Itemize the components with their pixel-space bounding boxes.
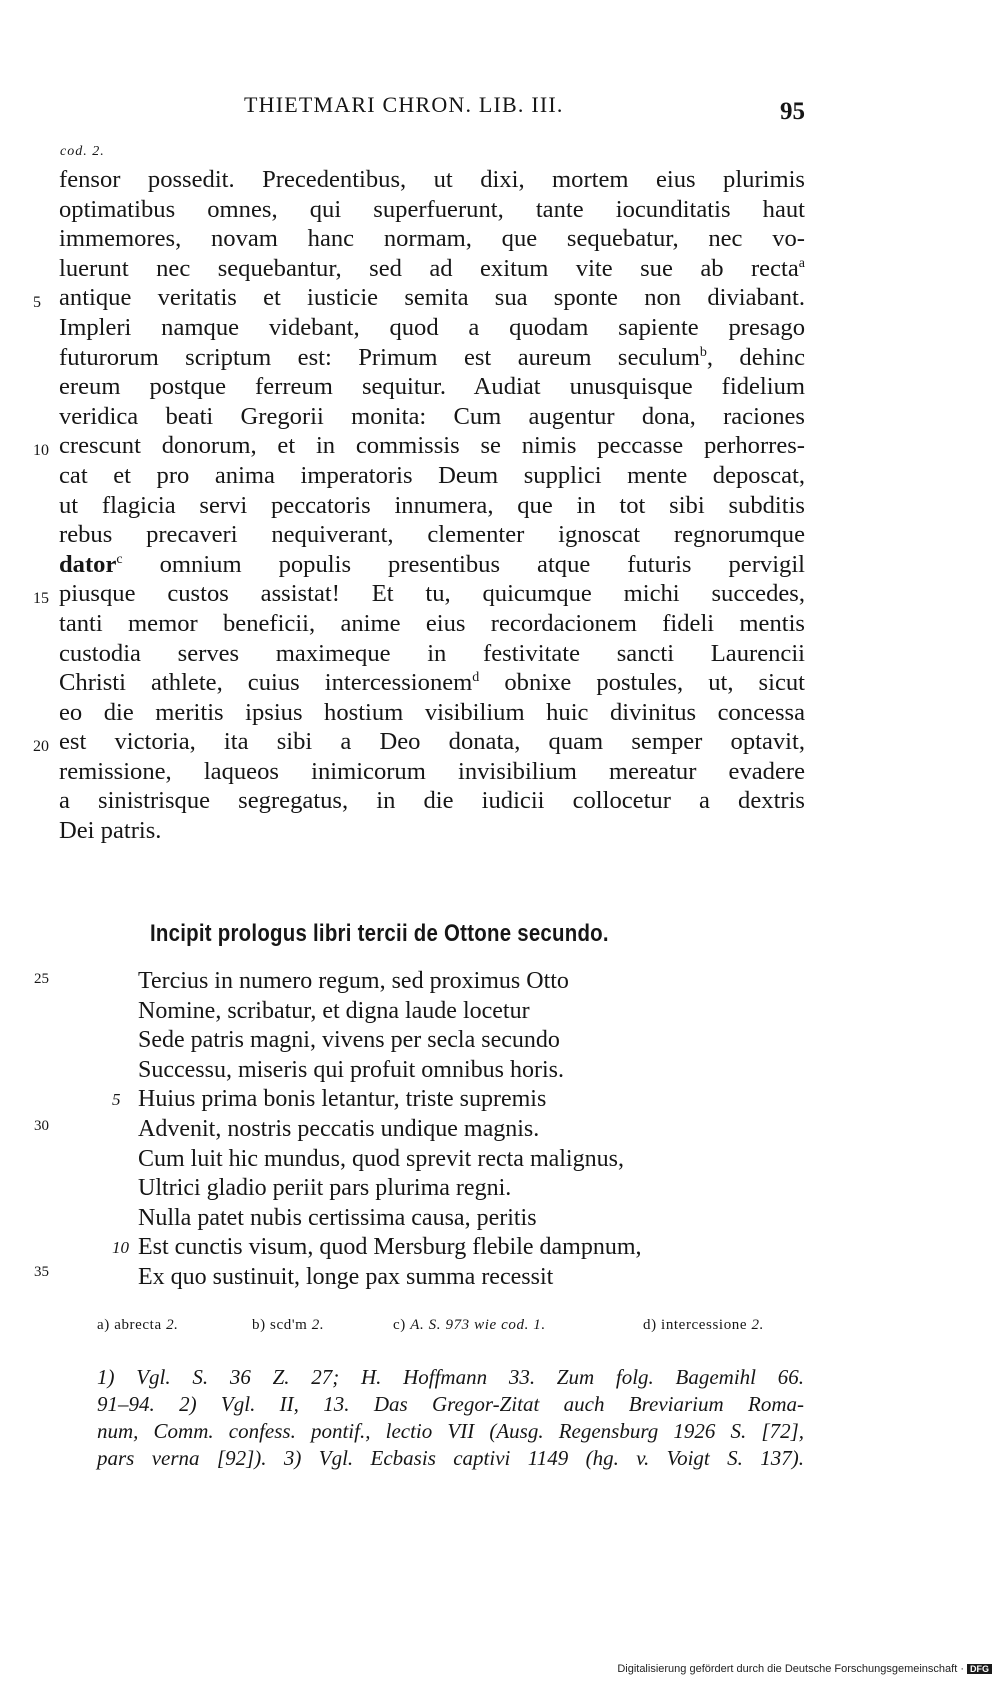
line-number: 5 [33, 294, 41, 311]
prose-line: optimatibus omnes, qui superfuerunt, tante iocunditatis haut [59, 195, 805, 223]
prose-line: rebus precaveri nequiverant, clementer ignoscat regnorumque [59, 521, 805, 549]
prose-line [59, 668, 805, 698]
prose-line: Dei patris. [59, 817, 162, 845]
prose-line: remissione, laqueos inimicorum invisibilium mereatur evadere [59, 757, 805, 785]
prose-line [59, 254, 805, 284]
verse-line: Huius prima bonis letantur, triste supremis [138, 1086, 547, 1113]
prose-line: ereum postque ferreum sequitur. Audiat unusquisque fidelium [59, 373, 805, 401]
footnotes [97, 1364, 804, 1472]
prose-line: antique veritatis et iusticie semita sua sponte non diviabant. [59, 284, 805, 312]
prose-line-text: luerunt nec sequebantur, sed ad exitum vite sue ab recta [59, 254, 799, 282]
verse-line: Successu, miseris qui profuit omnibus horis. [138, 1056, 564, 1083]
apparatus-note-b: b) scd'm 2. [252, 1317, 325, 1333]
prose-line: ut flagicia servi peccatoris innumera, que in tot sibi subditis [59, 491, 805, 519]
prose-line [59, 343, 805, 373]
line-number: 10 [33, 442, 49, 459]
verse-line: Cum luit hic mundus, quod sprevit recta malignus, [138, 1145, 624, 1172]
verse-line: Est cunctis visum, quod Mersburg flebile dampnum, [138, 1234, 642, 1261]
verse-line: Ultrici gladio periit pars plurima regni. [138, 1175, 512, 1202]
prologue-heading: Incipit prologus libri tercii de Ottone secundo. [150, 920, 609, 947]
prose-line: piusque custos assistat! Et tu, quicumque michi succedes, [59, 580, 805, 608]
footnote-line: pars verna [92]). 3) Vgl. Ecbasis captivi 1149 (hg. v. Voigt S. 137). [97, 1446, 804, 1470]
line-number: 15 [33, 590, 49, 607]
prose-line: eo die meritis ipsius hostium visibilium huic divinitus concessa [59, 698, 805, 726]
prose-line-rest: omnium populis presentibus atque futuris pervigil [122, 550, 805, 578]
verse-number: 10 [112, 1238, 129, 1257]
apparatus-note-c: c) A. S. 973 wie cod. 1. [393, 1317, 546, 1333]
prose-line: Impleri namque videbant, quod a quodam sapiente presago [59, 313, 805, 341]
verse-line: Nomine, scribatur, et digna laude locetur [138, 997, 530, 1024]
apparatus-note-a: a) abrecta 2. [97, 1317, 179, 1333]
prose-body [59, 165, 805, 846]
footnote-line: 1) Vgl. S. 36 Z. 27; H. Hoffmann 33. Zum folg. Bagemihl 66. [97, 1365, 804, 1389]
footnote-line: 91–94. 2) Vgl. II, 13. Das Gregor-Zitat auch Breviarium Roma- [97, 1392, 804, 1416]
note-marker-d: d [472, 669, 480, 685]
verse-number: 5 [112, 1090, 121, 1109]
verse-line: Ex quo sustinuit, longe pax summa recessit [138, 1263, 554, 1290]
verse-line: Advenit, nostris peccatis undique magnis. [138, 1115, 540, 1142]
prose-line: custodia serves maximeque in festivitate sancti Laurencii [59, 639, 805, 667]
running-title: THIETMARI CHRON. LIB. III. [244, 92, 564, 117]
prose-line: immemores, novam hanc normam, que sequebatur, nec vo- [59, 225, 805, 253]
prose-line-rest: obnixe postules, ut, sicut [479, 669, 805, 697]
prose-line-rest: , dehinc [706, 343, 805, 371]
prose-line: cat et pro anima imperatoris Deum supplici mente deposcat, [59, 461, 805, 489]
prose-line: tanti memor beneficii, anime eius recordacionem fideli mentis [59, 609, 805, 637]
footnote-line: num, Comm. confess. pontif., lectio VII (Ausg. Regensburg 1926 S. [72], [97, 1419, 804, 1443]
verse-line: Sede patris magni, vivens per secla secundo [138, 1027, 560, 1054]
codex-note: cod. 2. [60, 144, 105, 159]
digitization-note: Digitalisierung gefördert durch die Deutsche Forschungsgemeinschaft · DFG [617, 1663, 992, 1675]
prologue-verses [138, 967, 838, 1293]
prose-line-text: futurorum scriptum est: Primum est aureum seculum [59, 343, 700, 371]
prose-line-text: Christi athlete, cuius intercessionem [59, 669, 473, 697]
prose-line [59, 550, 805, 580]
prose-line-text: dator [59, 550, 117, 578]
dfg-logo: DFG [967, 1664, 992, 1674]
prose-line: est victoria, ita sibi a Deo donata, quam semper optavit, [59, 728, 805, 756]
note-marker-a: a [798, 255, 805, 271]
page-number: 95 [780, 98, 805, 125]
line-number: 20 [33, 738, 49, 755]
line-number: 35 [34, 1264, 49, 1280]
prose-line: veridica beati Gregorii monita: Cum augentur dona, raciones [59, 402, 805, 430]
note-marker-b: b [699, 344, 707, 360]
note-marker-c: c [116, 551, 123, 567]
apparatus-note-d: d) intercessione 2. [643, 1317, 764, 1333]
prose-line: a sinistrisque segregatus, in die iudicii collocetur a dextris [59, 787, 805, 815]
line-number: 30 [34, 1118, 49, 1134]
line-number: 25 [34, 971, 49, 987]
prose-line: fensor possedit. Precedentibus, ut dixi, mortem eius plurimis [59, 166, 805, 193]
prose-line: crescunt donorum, et in commissis se nimis peccasse perhorres- [59, 432, 805, 460]
verse-line: Nulla patet nubis certissima causa, peritis [138, 1204, 537, 1231]
verse-line: Tercius in numero regum, sed proximus Otto [138, 968, 569, 994]
